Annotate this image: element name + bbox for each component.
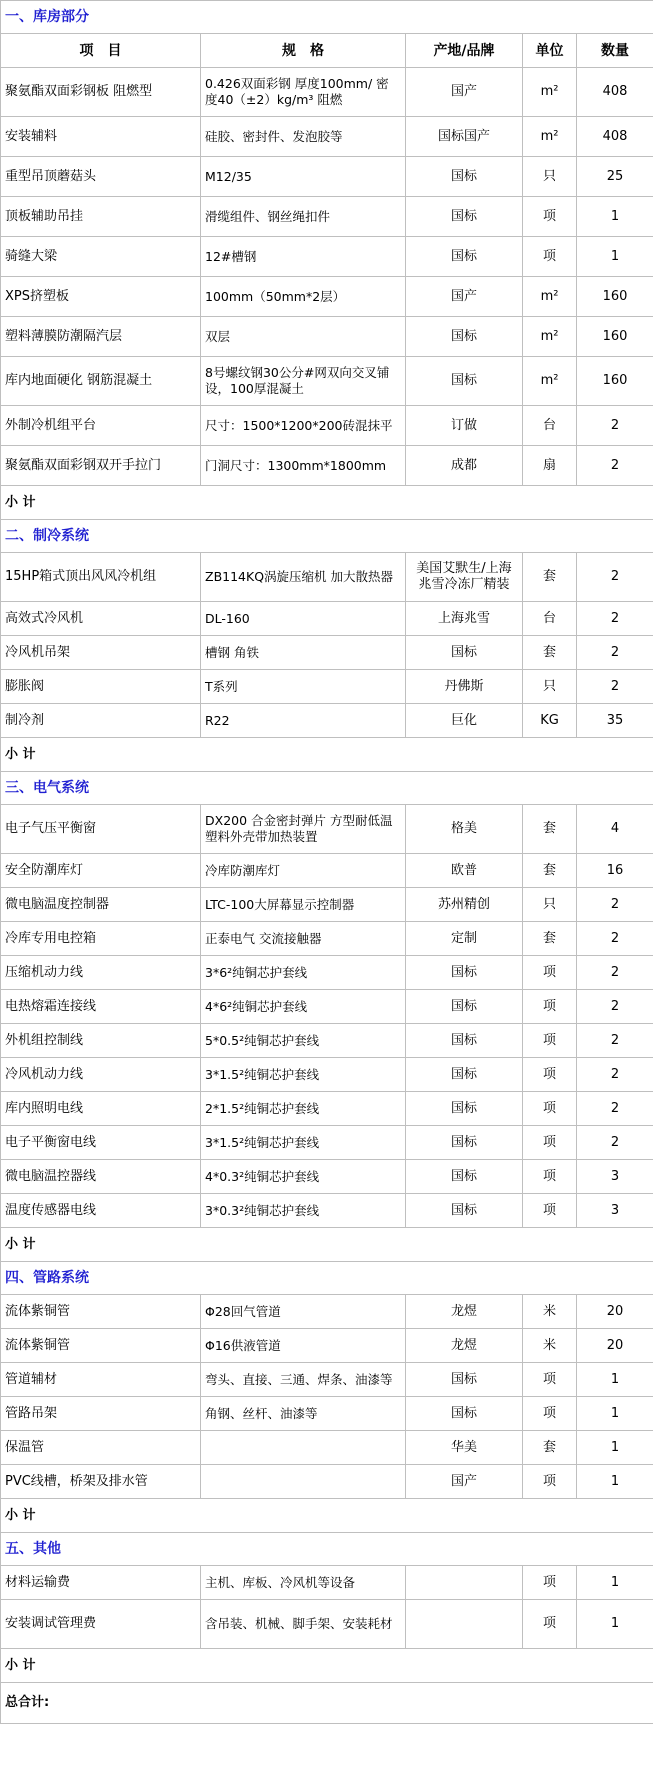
- item-unit-cell: 套: [523, 805, 577, 854]
- table-row: [1, 1431, 653, 1465]
- table-row: [1, 636, 653, 670]
- table-row: [1, 1160, 653, 1194]
- item-qty-cell: 1: [577, 197, 653, 237]
- item-origin-cell: 国标: [406, 197, 523, 237]
- item-spec-cell: 弯头、直接、三通、焊条、油漆等: [201, 1363, 406, 1397]
- table-row: [1, 1465, 653, 1499]
- item-origin-cell: 国标: [406, 157, 523, 197]
- item-name-cell: 压缩机动力线: [1, 956, 201, 990]
- item-name-cell: 外机组控制线: [1, 1024, 201, 1058]
- item-spec-cell: 2*1.5²纯铜芯护套线: [201, 1092, 406, 1126]
- item-qty-cell: 2: [577, 990, 653, 1024]
- column-header-row: [1, 34, 653, 68]
- table-row: [1, 854, 653, 888]
- item-spec-cell: 100mm（50mm*2层）: [201, 277, 406, 317]
- item-qty-cell: 2: [577, 636, 653, 670]
- item-unit-cell: 扇: [523, 446, 577, 486]
- section-header-row: [1, 1, 653, 34]
- item-origin-cell: 订做: [406, 406, 523, 446]
- item-spec-cell: R22: [201, 704, 406, 738]
- item-origin-cell: 国标国产: [406, 117, 523, 157]
- section-title: 一、库房部分: [1, 1, 653, 34]
- section-title: 二、制冷系统: [1, 520, 653, 553]
- table-row: [1, 237, 653, 277]
- item-unit-cell: 只: [523, 888, 577, 922]
- item-spec-cell: M12/35: [201, 157, 406, 197]
- item-origin-cell: 上海兆雪: [406, 602, 523, 636]
- item-qty-cell: 20: [577, 1329, 653, 1363]
- item-spec-cell: 冷库防潮库灯: [201, 854, 406, 888]
- item-spec-cell: ZB114KQ涡旋压缩机 加大散热器: [201, 553, 406, 602]
- table-row: [1, 805, 653, 854]
- item-name-cell: 聚氨酯双面彩钢板 阻燃型: [1, 68, 201, 117]
- item-name-cell: 库内照明电线: [1, 1092, 201, 1126]
- item-name-cell: 冷库专用电控箱: [1, 922, 201, 956]
- item-name-cell: 制冷剂: [1, 704, 201, 738]
- item-origin-cell: [406, 1600, 523, 1649]
- item-name-cell: 外制冷机组平台: [1, 406, 201, 446]
- table-row: [1, 197, 653, 237]
- item-spec-cell: 4*0.3²纯铜芯护套线: [201, 1160, 406, 1194]
- item-origin-cell: 华美: [406, 1431, 523, 1465]
- item-unit-cell: 项: [523, 1058, 577, 1092]
- item-unit-cell: 只: [523, 157, 577, 197]
- subtotal-row: [1, 738, 653, 772]
- subtotal-row: [1, 486, 653, 520]
- item-origin-cell: 欧普: [406, 854, 523, 888]
- section-header-row: [1, 520, 653, 553]
- column-header-name: 项 目: [1, 34, 201, 68]
- item-qty-cell: 1: [577, 1600, 653, 1649]
- subtotal-label: 小 计: [1, 486, 653, 520]
- item-unit-cell: m²: [523, 117, 577, 157]
- item-spec-cell: 含吊装、机械、脚手架、安装耗材: [201, 1600, 406, 1649]
- item-name-cell: 冷风机吊架: [1, 636, 201, 670]
- item-unit-cell: 台: [523, 602, 577, 636]
- table-row: [1, 888, 653, 922]
- item-origin-cell: 国标: [406, 1024, 523, 1058]
- column-header-qty: 数量: [577, 34, 653, 68]
- item-spec-cell: 正泰电气 交流接触器: [201, 922, 406, 956]
- section-header-row: [1, 1533, 653, 1566]
- item-origin-cell: 国标: [406, 636, 523, 670]
- table-row: [1, 1295, 653, 1329]
- item-origin-cell: 成都: [406, 446, 523, 486]
- item-origin-cell: 国标: [406, 1397, 523, 1431]
- item-name-cell: 高效式冷风机: [1, 602, 201, 636]
- item-spec-cell: 3*0.3²纯铜芯护套线: [201, 1194, 406, 1228]
- item-spec-cell: 3*1.5²纯铜芯护套线: [201, 1126, 406, 1160]
- subtotal-row: [1, 1228, 653, 1262]
- item-qty-cell: 2: [577, 922, 653, 956]
- item-unit-cell: 台: [523, 406, 577, 446]
- item-name-cell: 膨胀阀: [1, 670, 201, 704]
- item-unit-cell: KG: [523, 704, 577, 738]
- table-row: [1, 317, 653, 357]
- item-spec-cell: Φ28回气管道: [201, 1295, 406, 1329]
- item-spec-cell: 硅胶、密封件、发泡胶等: [201, 117, 406, 157]
- item-origin-cell: 丹佛斯: [406, 670, 523, 704]
- item-unit-cell: m²: [523, 277, 577, 317]
- item-spec-cell: 尺寸：1500*1200*200砖混抹平: [201, 406, 406, 446]
- item-unit-cell: 米: [523, 1329, 577, 1363]
- item-unit-cell: m²: [523, 357, 577, 406]
- item-name-cell: 管道辅材: [1, 1363, 201, 1397]
- item-spec-cell: 槽钢 角铁: [201, 636, 406, 670]
- item-unit-cell: 项: [523, 1566, 577, 1600]
- item-name-cell: PVC线槽，桥架及排水管: [1, 1465, 201, 1499]
- item-unit-cell: 项: [523, 990, 577, 1024]
- item-qty-cell: 160: [577, 357, 653, 406]
- item-spec-cell: 角钢、丝杆、油漆等: [201, 1397, 406, 1431]
- item-origin-cell: 国标: [406, 1058, 523, 1092]
- item-qty-cell: 20: [577, 1295, 653, 1329]
- table-row: [1, 157, 653, 197]
- item-unit-cell: 套: [523, 636, 577, 670]
- item-spec-cell: 12#槽钢: [201, 237, 406, 277]
- item-origin-cell: 国产: [406, 68, 523, 117]
- item-origin-cell: 国标: [406, 357, 523, 406]
- item-qty-cell: 16: [577, 854, 653, 888]
- table-row: [1, 117, 653, 157]
- item-qty-cell: 3: [577, 1160, 653, 1194]
- item-unit-cell: 套: [523, 1431, 577, 1465]
- item-spec-cell: [201, 1465, 406, 1499]
- item-qty-cell: 2: [577, 1024, 653, 1058]
- item-qty-cell: 2: [577, 1058, 653, 1092]
- subtotal-row: [1, 1499, 653, 1533]
- item-qty-cell: 1: [577, 1363, 653, 1397]
- item-qty-cell: 160: [577, 277, 653, 317]
- item-name-cell: 电子气压平衡窗: [1, 805, 201, 854]
- item-spec-cell: 0.426双面彩钢 厚度100mm/ 密度40（±2）kg/m³ 阻燃: [201, 68, 406, 117]
- item-name-cell: 安装调试管理费: [1, 1600, 201, 1649]
- item-origin-cell: 格美: [406, 805, 523, 854]
- item-unit-cell: 项: [523, 1160, 577, 1194]
- item-name-cell: 骑缝大梁: [1, 237, 201, 277]
- item-qty-cell: 4: [577, 805, 653, 854]
- item-origin-cell: 龙煜: [406, 1329, 523, 1363]
- table-row: [1, 1397, 653, 1431]
- column-header-spec: 规 格: [201, 34, 406, 68]
- item-unit-cell: 套: [523, 922, 577, 956]
- table-row: [1, 1329, 653, 1363]
- item-spec-cell: DL-160: [201, 602, 406, 636]
- item-origin-cell: [406, 1566, 523, 1600]
- item-qty-cell: 3: [577, 1194, 653, 1228]
- item-qty-cell: 1: [577, 1566, 653, 1600]
- item-name-cell: 流体紫铜管: [1, 1295, 201, 1329]
- item-spec-cell: LTC-100大屏幕显示控制器: [201, 888, 406, 922]
- item-qty-cell: 2: [577, 956, 653, 990]
- item-name-cell: 冷风机动力线: [1, 1058, 201, 1092]
- item-unit-cell: 项: [523, 1397, 577, 1431]
- item-unit-cell: 项: [523, 197, 577, 237]
- item-origin-cell: 巨化: [406, 704, 523, 738]
- item-name-cell: 管路吊架: [1, 1397, 201, 1431]
- table-row: [1, 1194, 653, 1228]
- table-row: [1, 1600, 653, 1649]
- item-origin-cell: 国产: [406, 277, 523, 317]
- item-name-cell: 温度传感器电线: [1, 1194, 201, 1228]
- table-row: [1, 704, 653, 738]
- item-origin-cell: 苏州精创: [406, 888, 523, 922]
- item-qty-cell: 1: [577, 1431, 653, 1465]
- item-origin-cell: 国产: [406, 1465, 523, 1499]
- item-origin-cell: 美国艾默生/上海兆雪冷冻厂精装: [406, 553, 523, 602]
- item-spec-cell: 8号螺纹钢30公分#网双向交叉铺设，100厚混凝土: [201, 357, 406, 406]
- section-title: 五、其他: [1, 1533, 653, 1566]
- item-unit-cell: 米: [523, 1295, 577, 1329]
- item-spec-cell: 3*6²纯铜芯护套线: [201, 956, 406, 990]
- item-name-cell: 电热熔霜连接线: [1, 990, 201, 1024]
- item-qty-cell: 2: [577, 1126, 653, 1160]
- subtotal-label: 小 计: [1, 738, 653, 772]
- subtotal-label: 小 计: [1, 1228, 653, 1262]
- item-unit-cell: 只: [523, 670, 577, 704]
- item-spec-cell: 4*6²纯铜芯护套线: [201, 990, 406, 1024]
- item-origin-cell: 国标: [406, 1160, 523, 1194]
- item-origin-cell: 国标: [406, 1092, 523, 1126]
- table-row: [1, 1363, 653, 1397]
- column-header-unit: 单位: [523, 34, 577, 68]
- item-unit-cell: 项: [523, 1465, 577, 1499]
- item-name-cell: 聚氨酯双面彩钢双开手拉门: [1, 446, 201, 486]
- item-origin-cell: 国标: [406, 237, 523, 277]
- item-name-cell: 安全防潮库灯: [1, 854, 201, 888]
- section-title: 四、管路系统: [1, 1262, 653, 1295]
- item-unit-cell: 项: [523, 1126, 577, 1160]
- table-row: [1, 602, 653, 636]
- table-row: [1, 446, 653, 486]
- item-qty-cell: 25: [577, 157, 653, 197]
- item-unit-cell: 项: [523, 237, 577, 277]
- item-name-cell: 库内地面硬化 钢筋混凝土: [1, 357, 201, 406]
- subtotal-row: [1, 1649, 653, 1683]
- item-origin-cell: 国标: [406, 1126, 523, 1160]
- table-row: [1, 68, 653, 117]
- table-row: [1, 357, 653, 406]
- section-header-row: [1, 1262, 653, 1295]
- item-origin-cell: 国标: [406, 1194, 523, 1228]
- item-qty-cell: 2: [577, 888, 653, 922]
- item-qty-cell: 1: [577, 237, 653, 277]
- table-row: [1, 406, 653, 446]
- item-name-cell: 电子平衡窗电线: [1, 1126, 201, 1160]
- table-row: [1, 553, 653, 602]
- item-qty-cell: 2: [577, 446, 653, 486]
- item-name-cell: 塑料薄膜防潮隔汽层: [1, 317, 201, 357]
- item-qty-cell: 2: [577, 670, 653, 704]
- item-qty-cell: 408: [577, 117, 653, 157]
- table-row: [1, 1126, 653, 1160]
- item-origin-cell: 国标: [406, 1363, 523, 1397]
- item-qty-cell: 1: [577, 1397, 653, 1431]
- table-row: [1, 1092, 653, 1126]
- table-row: [1, 277, 653, 317]
- item-origin-cell: 国标: [406, 317, 523, 357]
- item-unit-cell: 项: [523, 956, 577, 990]
- item-spec-cell: T系列: [201, 670, 406, 704]
- item-qty-cell: 160: [577, 317, 653, 357]
- table-row: [1, 670, 653, 704]
- grand-total-label: 总合计:: [1, 1683, 653, 1724]
- item-spec-cell: 双层: [201, 317, 406, 357]
- item-qty-cell: 408: [577, 68, 653, 117]
- subtotal-label: 小 计: [1, 1649, 653, 1683]
- item-name-cell: 保温管: [1, 1431, 201, 1465]
- item-origin-cell: 定制: [406, 922, 523, 956]
- table-row: [1, 1024, 653, 1058]
- item-spec-cell: 主机、库板、冷风机等设备: [201, 1566, 406, 1600]
- item-qty-cell: 35: [577, 704, 653, 738]
- item-qty-cell: 2: [577, 602, 653, 636]
- item-unit-cell: 项: [523, 1024, 577, 1058]
- item-qty-cell: 1: [577, 1465, 653, 1499]
- item-spec-cell: Φ16供液管道: [201, 1329, 406, 1363]
- item-name-cell: 流体紫铜管: [1, 1329, 201, 1363]
- item-qty-cell: 2: [577, 553, 653, 602]
- item-name-cell: 微电脑温控器线: [1, 1160, 201, 1194]
- item-name-cell: 材料运输费: [1, 1566, 201, 1600]
- item-unit-cell: 项: [523, 1092, 577, 1126]
- table-row: [1, 1566, 653, 1600]
- item-origin-cell: 龙煜: [406, 1295, 523, 1329]
- item-spec-cell: 滑缆组件、钢丝绳扣件: [201, 197, 406, 237]
- item-unit-cell: m²: [523, 68, 577, 117]
- item-name-cell: 安装辅料: [1, 117, 201, 157]
- item-spec-cell: 3*1.5²纯铜芯护套线: [201, 1058, 406, 1092]
- grand-total-row: [1, 1683, 653, 1724]
- item-unit-cell: 项: [523, 1194, 577, 1228]
- item-name-cell: XPS挤塑板: [1, 277, 201, 317]
- subtotal-label: 小 计: [1, 1499, 653, 1533]
- item-unit-cell: m²: [523, 317, 577, 357]
- item-spec-cell: 门洞尺寸：1300mm*1800mm: [201, 446, 406, 486]
- column-header-origin: 产地/品牌: [406, 34, 523, 68]
- item-spec-cell: [201, 1431, 406, 1465]
- item-qty-cell: 2: [577, 1092, 653, 1126]
- section-header-row: [1, 772, 653, 805]
- item-name-cell: 重型吊顶蘑菇头: [1, 157, 201, 197]
- item-name-cell: 顶板辅助吊挂: [1, 197, 201, 237]
- table-row: [1, 990, 653, 1024]
- table-row: [1, 956, 653, 990]
- section-title: 三、电气系统: [1, 772, 653, 805]
- item-spec-cell: DX200 合金密封弹片 方型耐低温塑料外壳带加热装置: [201, 805, 406, 854]
- item-name-cell: 微电脑温度控制器: [1, 888, 201, 922]
- table-row: [1, 1058, 653, 1092]
- item-spec-cell: 5*0.5²纯铜芯护套线: [201, 1024, 406, 1058]
- item-origin-cell: 国标: [406, 990, 523, 1024]
- item-origin-cell: 国标: [406, 956, 523, 990]
- table-row: [1, 922, 653, 956]
- item-unit-cell: 项: [523, 1363, 577, 1397]
- item-unit-cell: 项: [523, 1600, 577, 1649]
- item-name-cell: 15HP箱式顶出风风冷机组: [1, 553, 201, 602]
- item-qty-cell: 2: [577, 406, 653, 446]
- item-unit-cell: 套: [523, 854, 577, 888]
- item-unit-cell: 套: [523, 553, 577, 602]
